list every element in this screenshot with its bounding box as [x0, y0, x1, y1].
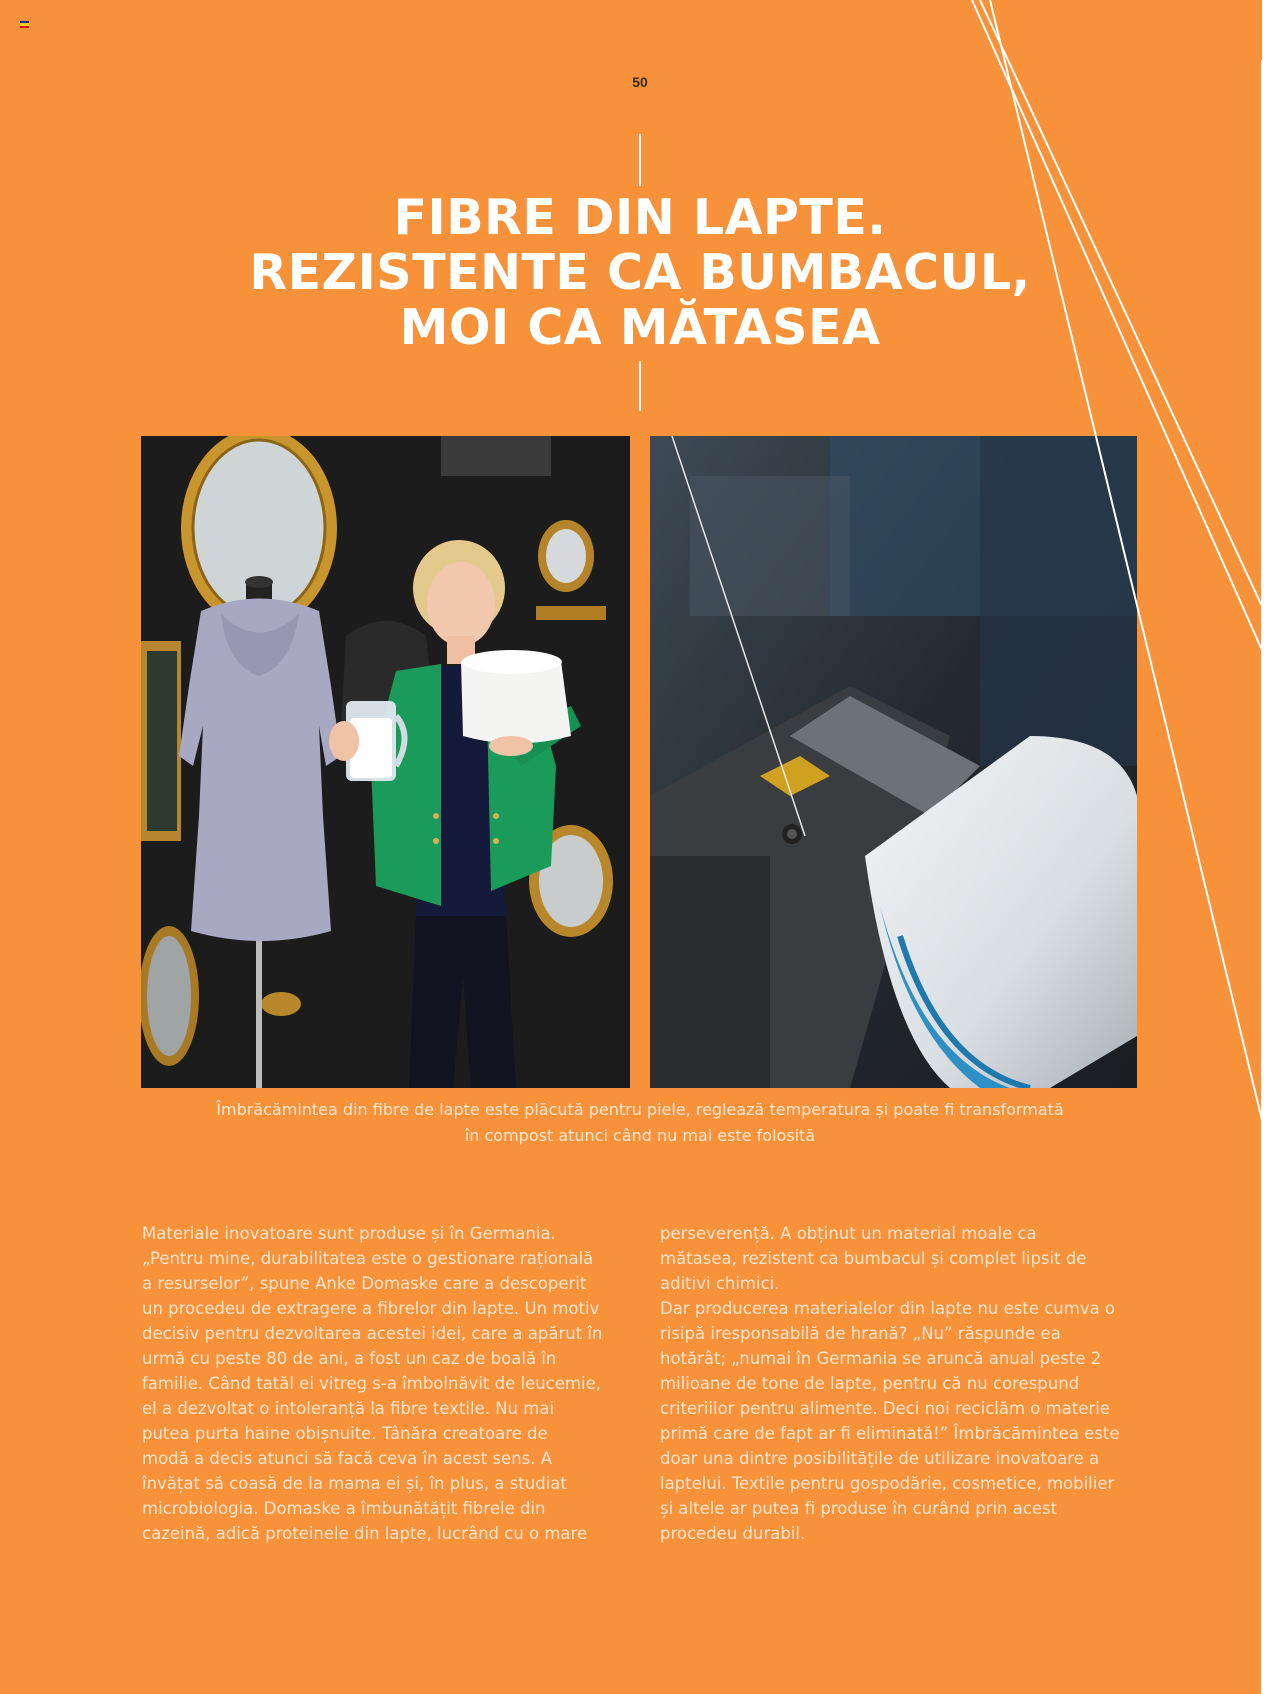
article-column-left	[142, 1221, 612, 1546]
page-edge-strip	[1262, 0, 1280, 1694]
text-line: procedeu durabil.	[660, 1524, 806, 1543]
photo-caption	[150, 1097, 1130, 1149]
text-line: cazeină, adică proteinele din lapte, lucrând cu o mare	[142, 1524, 588, 1543]
text-line: învățat să coasă de la mama ei și, în plus, a studiat	[142, 1474, 567, 1493]
title-line: MOI CA MĂTASEA	[399, 299, 881, 356]
text-line: Materiale inovatoare sunt produse și în Germania.	[142, 1224, 556, 1243]
text-line: „Pentru mine, durabilitatea este o gestionare rațională	[142, 1249, 594, 1268]
text-line: un procedeu de extragere a fibrelor din lapte. Un motiv	[142, 1299, 600, 1318]
text-line: modă a decis atunci să facă ceva în acest sens. A	[142, 1449, 553, 1468]
title-divider-top	[639, 134, 641, 186]
text-line: putea purta haine obișnuite. Tânăra creatoare de	[142, 1424, 548, 1443]
title-line: FIBRE DIN LAPTE.	[393, 189, 887, 246]
text-line: a resurselor”, spune Anke Domaske care a descoperit	[142, 1274, 587, 1293]
caption-line: în compost atunci când nu mai este folosită	[464, 1126, 816, 1145]
text-line: Dar producerea materialelor din lapte nu este cumva o	[660, 1299, 1116, 1318]
text-line: familie. Când tatăl ei vitreg s-a îmbolnăvit de leucemie,	[142, 1374, 601, 1393]
article-column-right	[660, 1221, 1130, 1546]
text-line: criteriilor pentru alimente. Deci noi reciclăm o materie	[660, 1399, 1110, 1418]
page-number: 50	[632, 74, 648, 90]
text-line: laptelui. Textile pentru gospodărie, cosmetice, mobilier	[660, 1474, 1115, 1493]
text-line: primă care de fapt ar fi eliminată!” Îmbrăcămintea este	[660, 1424, 1120, 1443]
title-divider-bottom	[639, 361, 641, 411]
text-line: perseverență. A obținut un material moale ca	[660, 1224, 1037, 1243]
text-line: decisiv pentru dezvoltarea acestei idei, care a apărut în	[142, 1324, 603, 1343]
title-line: REZISTENTE CA BUMBACUL,	[249, 244, 1031, 301]
text-line: aditivi chimici.	[660, 1274, 780, 1293]
text-line: milioane de tone de lapte, pentru că nu corespund	[660, 1374, 1080, 1393]
text-line: microbiologia. Domaske a îmbunătățit fibrele din	[142, 1499, 546, 1518]
caption-line: Îmbrăcămintea din fibre de lapte este plăcută pentru piele, reglează temperatura și poate fi transformată	[216, 1100, 1064, 1119]
language-flag-icon[interactable]	[20, 21, 29, 28]
text-line: hotărât; „numai în Germania se aruncă anual peste 2	[660, 1349, 1102, 1368]
photo-fibre-machine	[650, 436, 1137, 1088]
text-line: și altele ar putea fi produse în curând prin acest	[660, 1499, 1058, 1518]
text-line: urmă cu peste 80 de ani, a fost un caz de boală în	[142, 1349, 557, 1368]
text-line: doar una dintre posibilitățile de utilizare inovatoare a	[660, 1449, 1100, 1468]
text-line: el a dezvoltat o intoleranță la fibre textile. Nu mai	[142, 1399, 555, 1418]
text-line: risipă iresponsabilă de hrană? „Nu” răspunde ea	[660, 1324, 1061, 1343]
photo-woman-with-dress	[141, 436, 630, 1088]
article-title	[140, 190, 1140, 355]
text-line: mătasea, rezistent ca bumbacul și complet lipsit de	[660, 1249, 1087, 1268]
